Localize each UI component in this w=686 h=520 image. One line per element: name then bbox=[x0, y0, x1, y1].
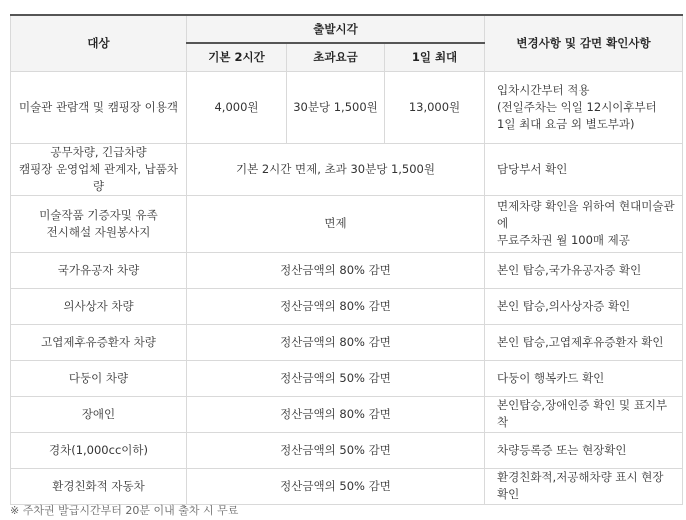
row-daily-max: 13,000원 bbox=[385, 71, 485, 143]
table-row bbox=[11, 195, 683, 252]
row-basic-fee: 4,000원 bbox=[187, 71, 287, 143]
table-row bbox=[11, 288, 683, 324]
header-row-1 bbox=[11, 15, 683, 43]
row-notes: 본인탑승,장애인증 확인 및 표지부착 bbox=[485, 396, 683, 432]
table-row bbox=[11, 396, 683, 432]
row-target: 경차(1,000cc이하) bbox=[11, 432, 187, 468]
header-basic-2h: 기본 2시간 bbox=[187, 43, 287, 71]
row-notes: 본인 탑승,고엽제후유증환자 확인 bbox=[485, 324, 683, 360]
header-daily-max: 1일 최대 bbox=[385, 43, 485, 71]
header-departure-time: 출발시각 bbox=[187, 15, 485, 43]
row-fee: 정산금액의 80% 감면 bbox=[187, 396, 485, 432]
row-fee: 정산금액의 50% 감면 bbox=[187, 468, 485, 504]
table-row bbox=[11, 324, 683, 360]
parking-fee-table bbox=[10, 14, 683, 505]
row-fee: 정산금액의 80% 감면 bbox=[187, 252, 485, 288]
row-notes: 본인 탑승,국가유공자증 확인 bbox=[485, 252, 683, 288]
table-row bbox=[11, 143, 683, 195]
row-fee: 기본 2시간 면제, 초과 30분당 1,500원 bbox=[187, 143, 485, 195]
footnote: ※ 주차권 발급시간부터 20분 이내 출차 시 무료 bbox=[10, 504, 239, 517]
header-target: 대상 bbox=[11, 15, 187, 71]
table-row bbox=[11, 252, 683, 288]
header-extra-fee: 초과요금 bbox=[287, 43, 385, 71]
row-notes: 본인 탑승,의사상자증 확인 bbox=[485, 288, 683, 324]
row-target: 환경친화적 자동차 bbox=[11, 468, 187, 504]
row-fee: 면제 bbox=[187, 195, 485, 252]
row-notes: 면제차량 확인을 위하여 현대미술관에 무료주차권 월 100매 제공 bbox=[485, 195, 683, 252]
table-row bbox=[11, 360, 683, 396]
row-notes: 환경친화적,저공해차량 표시 현장 확인 bbox=[485, 468, 683, 504]
row-target: 고엽제후유증환자 차량 bbox=[11, 324, 187, 360]
row-notes: 입차시간부터 적용 (전일주차는 익일 12시이후부터 1일 최대 요금 외 별도부과) bbox=[485, 71, 683, 143]
table-row bbox=[11, 71, 683, 143]
row-notes: 담당부서 확인 bbox=[485, 143, 683, 195]
row-target: 국가유공자 차량 bbox=[11, 252, 187, 288]
table-row bbox=[11, 432, 683, 468]
row-target: 장애인 bbox=[11, 396, 187, 432]
row-extra-fee: 30분당 1,500원 bbox=[287, 71, 385, 143]
row-fee: 정산금액의 50% 감면 bbox=[187, 360, 485, 396]
row-notes: 차량등록증 또는 현장확인 bbox=[485, 432, 683, 468]
row-fee: 정산금액의 80% 감면 bbox=[187, 288, 485, 324]
row-fee: 정산금액의 50% 감면 bbox=[187, 432, 485, 468]
row-target: 미술작품 기증자및 유족 전시해설 자원봉사지 bbox=[11, 195, 187, 252]
header-notes: 변경사항 및 감면 확인사항 bbox=[485, 15, 683, 71]
row-fee: 정산금액의 80% 감면 bbox=[187, 324, 485, 360]
row-target: 다둥이 차량 bbox=[11, 360, 187, 396]
row-target: 미술관 관람객 및 캠핑장 이용객 bbox=[11, 71, 187, 143]
table-row bbox=[11, 468, 683, 504]
row-target: 공무차량, 긴급차량 캠핑장 운영업체 관계자, 납품차량 bbox=[11, 143, 187, 195]
row-notes: 다둥이 행복카드 확인 bbox=[485, 360, 683, 396]
row-target: 의사상자 차량 bbox=[11, 288, 187, 324]
